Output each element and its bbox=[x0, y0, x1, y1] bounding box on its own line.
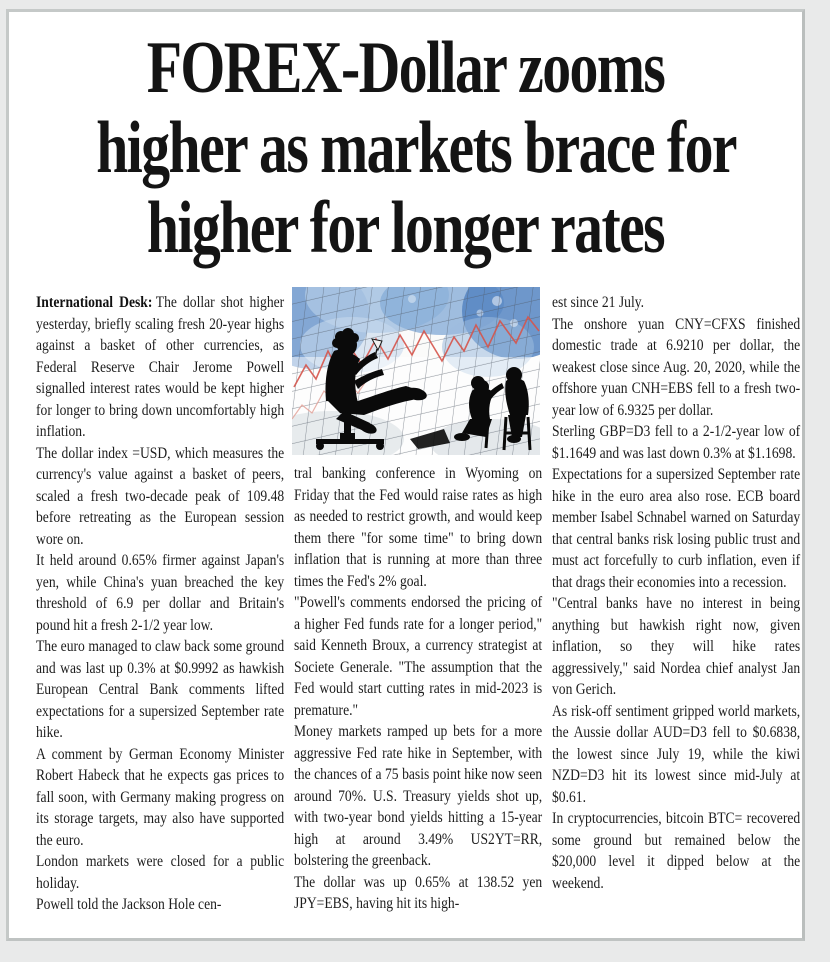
paragraph: A comment by German Economy Minister Robert Habeck that he expects gas prices to fall soon, with Germany making progress on its storage targets, may also have supported the euro. bbox=[36, 745, 285, 849]
article-column-1 bbox=[36, 292, 284, 916]
article-column-3 bbox=[552, 292, 800, 894]
paragraph: Sterling GBP=D3 fell to a 2-1/2-year low of $1.1649 and was last down 0.3% at $1.1698. bbox=[552, 423, 801, 462]
lead-text: The dollar shot higher yesterday, briefly scaling fresh 20-year highs against a basket of other currencies, as Federal Reserve Chair Jerome Powell signalled interest rates would be kept higher for longer to bring down uncomfortably high inflation. bbox=[36, 294, 285, 440]
paragraph: The euro managed to claw back some ground and was last up 0.3% at $0.9992 as hawkish European Central Bank comments lifted expectations for a supersized September rate hike. bbox=[36, 638, 285, 741]
paragraph: "Powell's comments endorsed the pricing of a higher Fed funds rate for a longer period," said Kenneth Broux, a currency strategist at Societe Generale. "The assumption that the Fed would start cutting rates in mid-2023 is premature." bbox=[294, 594, 543, 719]
byline-label: International Desk: bbox=[36, 294, 153, 311]
news-photo bbox=[292, 287, 540, 455]
paragraph: As risk-off sentiment gripped world markets, the Aussie dollar AUD=D3 fell to $0.6838, the lowest since July 19, while the kiwi NZD=D3 hit its lowest since mid-July at $0.61. bbox=[552, 702, 801, 806]
traders-chart-illustration bbox=[292, 287, 540, 455]
lead-paragraph bbox=[36, 292, 284, 443]
headline-line: higher as markets brace for bbox=[96, 107, 736, 189]
article-column-2 bbox=[294, 463, 542, 915]
headline bbox=[9, 28, 802, 268]
paragraph: Powell told the Jackson Hole cen- bbox=[36, 896, 222, 913]
paragraph: The dollar was up 0.65% at 138.52 yen JPY=EBS, having hit its high- bbox=[294, 873, 543, 912]
paragraph: Expectations for a supersized September rate hike in the euro area also rose. ECB board member Isabel Schnabel warned on Saturday that central banks risk losing public trust and must act forcefully to curb inflation, even if that drags their economies into a recession. bbox=[552, 466, 801, 591]
paragraph: The onshore yuan CNY=CFXS finished domestic trade at 6.9210 per dollar, the weakest close since Aug. 20, 2020, while the offshore yuan CNH=EBS fell to a fresh two-year low of 6.9325 per dollar. bbox=[552, 315, 801, 419]
paragraph: "Central banks have no interest in being anything but hawkish right now, given inflation, so they will hike rates aggressively," said Nordea chief analyst Jan von Gerich. bbox=[552, 595, 801, 698]
article-page bbox=[6, 9, 805, 941]
paragraph: In cryptocurrencies, bitcoin BTC= recovered some ground but remained below the $20,000 level it dipped below at the weekend. bbox=[552, 810, 801, 892]
paragraph: est since 21 July. bbox=[552, 294, 645, 311]
paragraph: London markets were closed for a public holiday. bbox=[36, 853, 285, 892]
paragraph: tral banking conference in Wyoming on Friday that the Fed would raise rates as high as needed to restrict growth, and would keep them there "for some time" to bring down inflation that is running at more than three times the Fed's 2% goal. bbox=[294, 465, 543, 590]
headline-line: higher for longer rates bbox=[146, 187, 665, 269]
paragraph: It held around 0.65% firmer against Japan's yen, while China's yuan breached the key threshold of 6.9 per dollar and Britain's pound hit a fresh 2-1/2 year low. bbox=[36, 552, 285, 634]
paragraph: Money markets ramped up bets for a more aggressive Fed rate hike in September, with the chances of a 75 basis point hike now seen around 70%. U.S. Treasury yields shot up, with two-year bond yields hitting a 15-year high at around 3.49% US2YT=RR, bolstering the greenback. bbox=[294, 723, 543, 869]
headline-line: FOREX-Dollar zooms bbox=[146, 27, 665, 109]
paragraph: The dollar index =USD, which measures the currency's value against a basket of peers, scaled a fresh two-decade peak of 109.48 before retreating as the European session wore on. bbox=[36, 444, 285, 548]
